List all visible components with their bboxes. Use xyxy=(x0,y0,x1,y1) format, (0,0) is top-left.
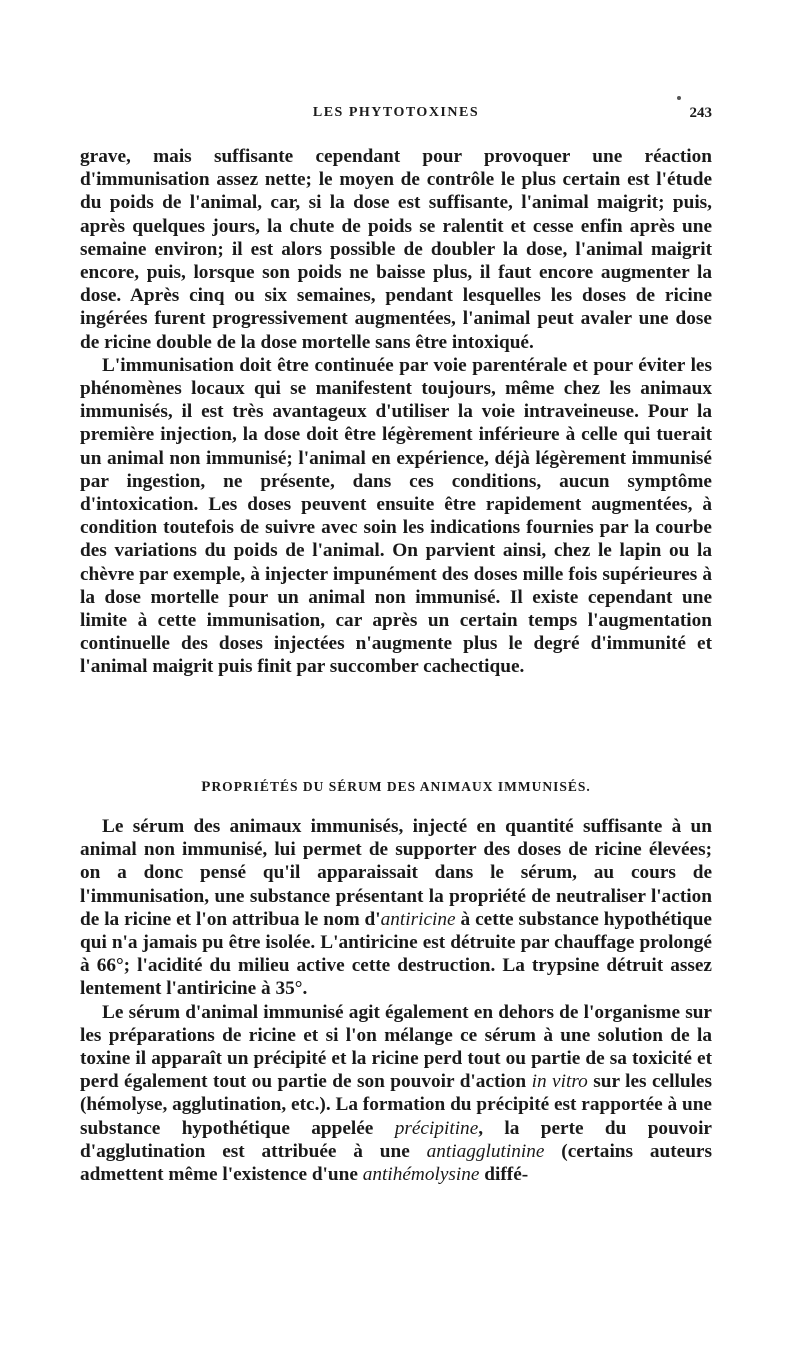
term-precipitine: précipitine xyxy=(394,1117,479,1139)
section-heading-rest: ROPRIÉTÉS DU SÉRUM DES ANIMAUX IMMUNISÉS. xyxy=(211,779,591,794)
paragraph-antiricine-part-a: Le sérum des animaux immunisés, injecté en quantité suffisante à un animal non immunisé, lui permet de supporter des doses de ricine élevées; on a donc pensé qu'il apparaissait dans le sérum, au cours de l'immunisation, une substance présentant la propriété de neutraliser l'action de la ricine et l'on attribua le nom d' xyxy=(80,816,712,930)
paragraph-precipitine-part-a: Le sérum d'animal immunisé agit également en dehors de l'organisme sur les préparations de ricine et si l'on mélange ce sérum à une solution de la toxine il apparaît un précipité et la ricine perd tout ou partie de sa toxicité et perd également tout ou partie de son pouvoir d'action xyxy=(80,1001,712,1093)
running-title: LES PHYTOTOXINES xyxy=(312,105,480,120)
paragraph-precipitine-part-d: (certains auteurs admettent même l'existence d'une xyxy=(80,1140,712,1186)
paragraph-precipitine xyxy=(80,1001,712,1187)
paragraph-parenteral: L'immunisation doit être continuée par voie parentérale et pour éviter les phénomènes locaux qui se manifestent toujours, même chez les animaux immunisés, il est très avantageux d'utiliser la voie intraveineuse. Pour la première injection, la dose doit être légèrement inférieure à celle qui tuerait un animal non immunisé; l'animal en expérience, déjà légèrement immunisé par ingestion, ne présente, dans ces conditions, aucun symptôme d'intoxication. Les doses peuvent ensuite être rapidement augmentées, à condition toutefois de suivre avec soin les indications fournies par la courbe des variations du poids de l'animal. On parvient ainsi, chez le lapin ou la chèvre par exemple, à injecter impunément des doses mille fois supérieures à la dose mortelle pour un animal non immunisé. Il existe cependant une limite à cette immunisation, car après un certain temps l'augmentation continuelle des doses injectées n'augmente plus le degré d'immunité et l'animal maigrit puis finit par succomber cachectique. xyxy=(80,354,712,678)
paragraph-precipitine-part-e: diffé- xyxy=(479,1164,529,1186)
term-antihemolysine: antihémolysine xyxy=(362,1164,480,1186)
term-in-vitro: in vitro xyxy=(531,1071,588,1093)
paragraph-antiricine-part-b: à cette substance hypothétique qui n'a jamais pu être isolée. L'antiricine est détruite par chauffage prolongé à 66°; l'acidité du milieu active cette destruction. La trypsine détruit assez lentement l'antiricine à 35°. xyxy=(80,908,712,1000)
term-antiricine: antiricine xyxy=(380,908,456,930)
paragraph-ingestion: grave, mais suffisante cependant pour provoquer une réaction d'immunisation assez nette; le moyen de contrôle le plus certain est l'étude du poids de l'animal, car, si la dose est suffisante, l'animal maigrit; puis, après quelques jours, la chute de poids se ralentit et cesse enfin après une semaine environ; il est alors possible de doubler la dose, l'animal maigrit encore, puis, lorsque son poids ne baisse plus, il faut encore augmenter la dose. Après cinq ou six semaines, pendant lesquelles les doses de ricine ingérées furent progressivement augmentées, l'animal peut avaler une dose de ricine double de la dose mortelle sans être intoxiqué. xyxy=(80,146,712,353)
section-heading-initial: P xyxy=(201,779,212,795)
text-block-immunisation xyxy=(80,145,712,679)
page-number: 243 xyxy=(689,105,712,121)
paragraph-precipitine-part-b: sur les cellules (hémolyse, agglutination, etc.). La formation du précipité est rapportée à une substance hypothétique appelée xyxy=(80,1071,712,1139)
text-block-serum xyxy=(80,815,712,1186)
scan-speck xyxy=(677,96,681,100)
section-heading xyxy=(80,779,712,796)
running-head xyxy=(80,105,712,127)
term-antiagglutinine: antiagglutinine xyxy=(426,1140,545,1162)
paragraph-precipitine-part-c: , la perte du pouvoir d'agglutination est attribuée à une xyxy=(80,1117,712,1162)
paragraph-antiricine xyxy=(80,815,712,1001)
